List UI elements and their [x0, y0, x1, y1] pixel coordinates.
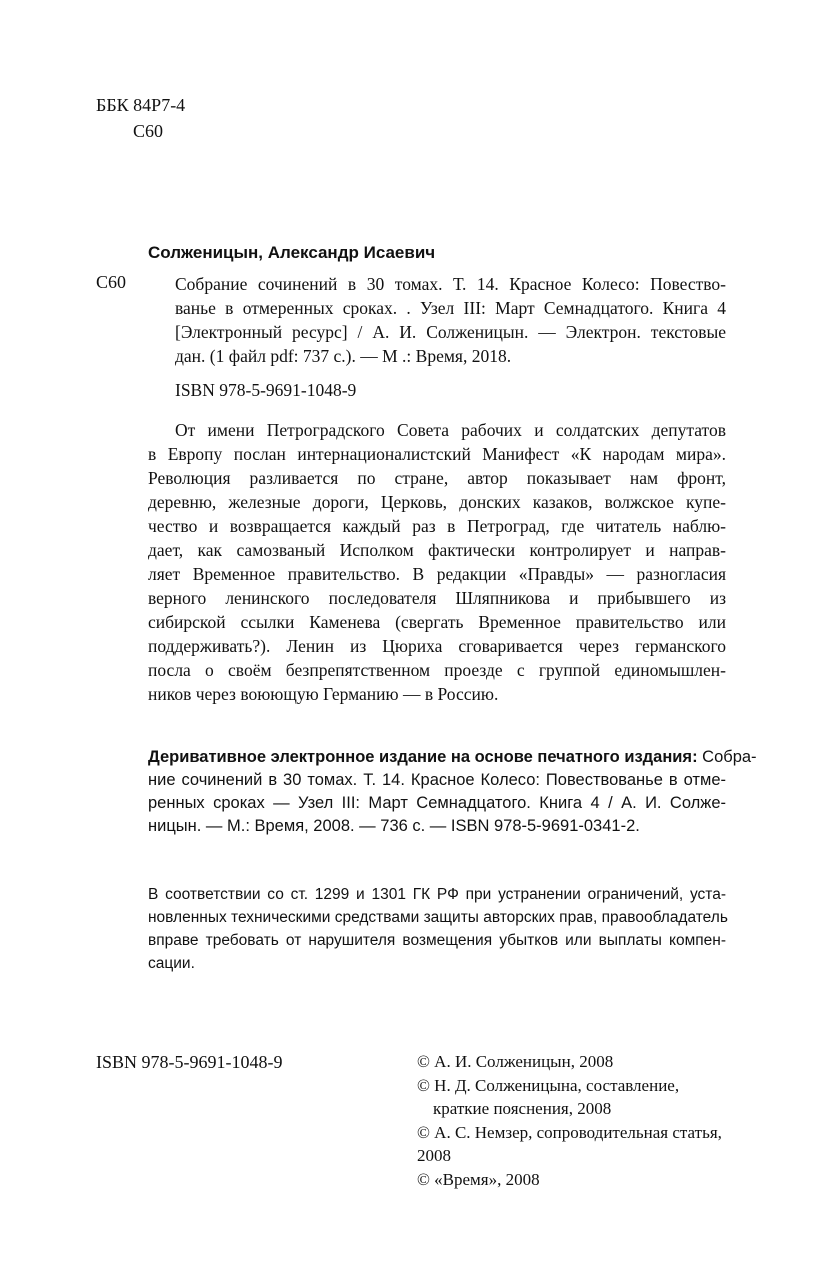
derivative-line: ние сочинений в 30 томах. Т. 14. Красное Колесо: Повествованье в отме- [148, 771, 726, 789]
annotation-line: ников через воюющую Германию — в Россию. [148, 684, 499, 704]
annotation-line: деревню, железные дороги, Церковь, донских казаков, волжское купе- [148, 492, 726, 512]
biblio-line: [Электронный ресурс] / А. И. Солженицын. — Электрон. текстовые [175, 322, 726, 342]
derivative-first-line [148, 746, 757, 769]
annotation-line: дает, как самозваный Исполком фактически контролирует и направ- [148, 540, 726, 560]
legal-line: новленных техническими средствами защиты авторских прав, правообладатель [148, 909, 728, 926]
biblio-line: Собрание сочинений в 30 томах. Т. 14. Красное Колесо: Повество- [175, 274, 726, 294]
annotation-paragraph [148, 418, 726, 706]
annotation-line: поддерживать?). Ленин из Цюриха сговаривается через германского [148, 636, 726, 656]
annotation-line: в Европу послан интернационалистский Манифест «К народам мира». [148, 444, 726, 464]
bbk-code: ББК 84Р7-4 [96, 95, 186, 115]
legal-line: вправе требовать от нарушителя возмещения убытков или выплаты компен- [148, 932, 726, 949]
derivative-line: ренных сроках — Узел III: Март Семнадцатого. Книга 4 / А. И. Солже- [148, 794, 726, 812]
legal-line: В соответствии со ст. 1299 и 1301 ГК РФ при устранении ограничений, уста- [148, 886, 726, 903]
biblio-line: дан. (1 файл pdf: 737 с.). — М .: Время, 2018. [175, 346, 512, 366]
derivative-line: ницын. — М.: Время, 2008. — 736 с. — ISBN 978-5-9691-0341-2. [148, 817, 640, 835]
biblio-line: ванье в отмеренных сроках. . Узел III: Март Семнадцатого. Книга 4 [175, 298, 726, 318]
annotation-line: сибирской ссылки Каменева (свергать Временное правительство или [148, 612, 726, 632]
copyright-line: © А. И. Солженицын, 2008 [417, 1052, 614, 1071]
annotation-line: Революция разливается по стране, автор показывает нам фронт, [148, 468, 726, 488]
copyright-line: краткие пояснения, 2008 [433, 1099, 612, 1118]
author-heading: Солженицын, Александр Исаевич [148, 243, 436, 262]
annotation-line: От имени Петроградского Совета рабочих и солдатских депутатов [175, 420, 726, 440]
copyright-line: © Н. Д. Солженицына, составление, [417, 1075, 680, 1095]
isbn-footer: ISBN 978-5-9691-1048-9 [96, 1052, 283, 1072]
annotation-line: посла о своём безпрепятственном проезде с группой единомышлен- [148, 660, 726, 680]
legal-line: сации. [148, 955, 195, 972]
annotation-line: чество и возвращается каждый раз в Петроград, где читатель наблю- [148, 516, 726, 536]
side-author-mark: С60 [96, 272, 127, 292]
annotation-line: верного ленинского последователя Шляпникова и прибывшего из [148, 588, 726, 608]
derivative-edition-note [148, 746, 757, 838]
copyright-line: © А. С. Немзер, сопроводительная статья, [417, 1122, 722, 1142]
copyright-block [417, 1050, 737, 1191]
derivative-lead: Деривативное электронное издание на основе печатного издания: [148, 748, 698, 766]
annotation-line: ляет Временное правительство. В редакции «Правды» — разногласия [148, 564, 726, 584]
copyright-line: 2008 [417, 1146, 451, 1165]
author-mark: С60 [133, 121, 164, 141]
bbk-block [96, 92, 185, 144]
legal-notice [148, 883, 726, 975]
derivative-first-rest: Собра- [697, 748, 757, 766]
bibliographic-description [175, 272, 726, 368]
copyright-line: © «Время», 2008 [417, 1169, 540, 1189]
isbn-main: ISBN 978-5-9691-1048-9 [175, 380, 357, 400]
